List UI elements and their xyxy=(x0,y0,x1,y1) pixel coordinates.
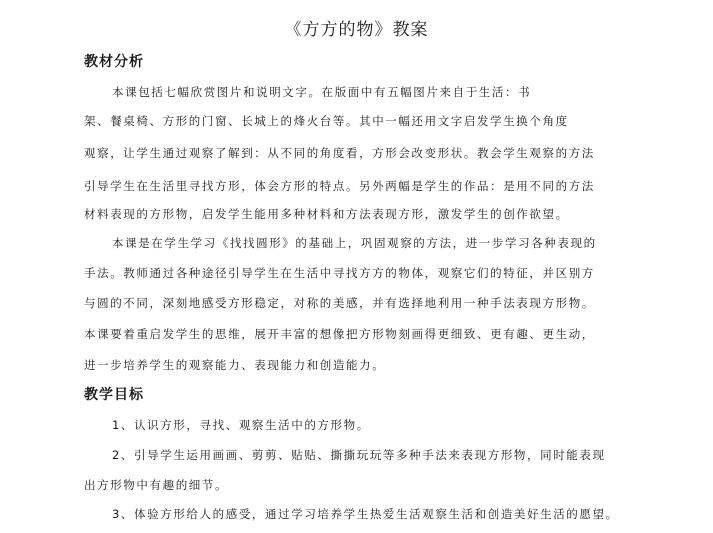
goal-line: 3、体验方形给人的感受，通过学习培养学生热爱生活观察生活和创造美好生活的愿望。 xyxy=(112,507,619,521)
paragraph-line: 引导学生在生活里寻找方形，体会方形的特点。另外两幅是学生的作品：是用不同的方法 xyxy=(84,179,595,193)
paragraph-line: 本课包括七幅欣赏图片和说明文字。在版面中有五幅图片来自于生活：书 xyxy=(112,85,532,99)
paragraph-line: 材料表现的方形物，启发学生能用多种材料和方法表现方形，激发学生的创作欲望。 xyxy=(84,207,569,221)
section-heading-material-analysis: 教材分析 xyxy=(84,54,144,70)
paragraph-line: 观察，让学生通过观察了解到：从不同的角度看，方形会改变形状。教会学生观察的方法 xyxy=(84,146,595,160)
paragraph-line: 进一步培养学生的观察能力、表现能力和创造能力。 xyxy=(84,358,386,372)
paragraph-line: 与圆的不同，深刻地感受方形稳定，对称的美感，并有选择地利用一种手法表现方形物。 xyxy=(84,296,595,310)
goal-line: 1、认识方形，寻找、观察生活中的方形物。 xyxy=(112,418,370,432)
goal-line: 2、引导学生运用画画、剪剪、贴贴、撕撕玩玩等多种手法来表现方形物，同时能表现 xyxy=(112,448,606,462)
document-title: 《方方的物》教案 xyxy=(284,20,429,40)
paragraph-line: 本课要着重启发学生的思维，展开丰富的想像把方形物刻画得更细致、更有趣、更生动， xyxy=(84,327,595,341)
paragraph-line: 本课是在学生学习《找找圆形》的基础上，巩固观察的方法，进一步学习各种表现的 xyxy=(112,236,597,250)
goal-line: 出方形物中有趣的细节。 xyxy=(84,478,229,492)
paragraph-line: 架、餐桌椅、方形的门窗、长城上的烽火台等。其中一幅还用文字启发学生换个角度 xyxy=(84,114,569,128)
section-heading-teaching-goals: 教学目标 xyxy=(84,387,144,403)
paragraph-line: 手法。教师通过各种途径引导学生在生活中寻找方方的物体，观察它们的特征，并区别方 xyxy=(84,266,595,280)
